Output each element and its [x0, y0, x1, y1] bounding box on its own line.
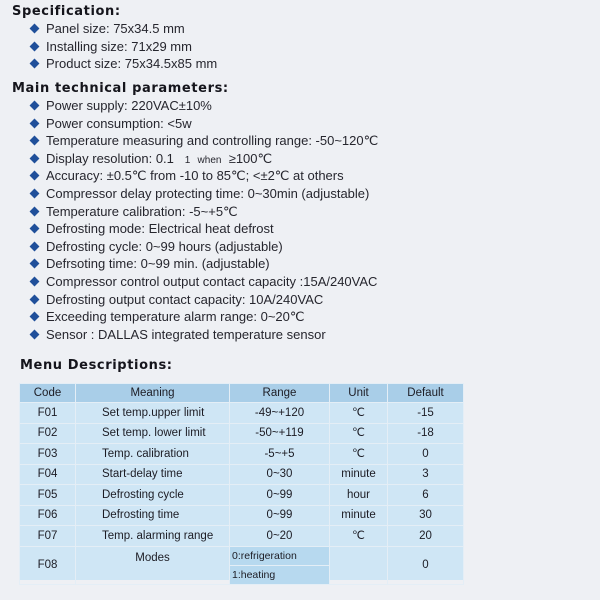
diamond-bullet-icon — [30, 259, 40, 269]
cell-code: F07 — [20, 526, 76, 547]
column-header-meaning: Meaning — [76, 384, 230, 403]
diamond-bullet-icon — [30, 59, 40, 69]
menu-table — [19, 383, 464, 585]
diamond-bullet-icon — [30, 101, 40, 111]
cell-code: F01 — [20, 403, 76, 424]
list-item: Compressor control output contact capacity :15A/240VAC — [30, 273, 378, 291]
list-item: Temperature measuring and controlling range: -50~120℃ — [30, 132, 378, 150]
menu-heading: Menu Descriptions: — [20, 358, 173, 373]
cell-meaning: Set temp. lower limit — [76, 423, 230, 444]
diamond-bullet-icon — [30, 136, 40, 146]
diamond-bullet-icon — [30, 312, 40, 322]
table-row-modes — [20, 546, 464, 565]
cell-code: F03 — [20, 444, 76, 465]
column-header-code: Code — [20, 384, 76, 403]
cell-default: -15 — [388, 403, 464, 424]
table-row — [20, 505, 464, 526]
column-header-range: Range — [230, 384, 330, 403]
cell-default: 0 — [388, 546, 464, 584]
cell-code: F06 — [20, 505, 76, 526]
parameters-list — [30, 97, 378, 343]
table-row — [20, 403, 464, 424]
diamond-bullet-icon — [30, 24, 40, 34]
list-item: Product size: 75x34.5x85 mm — [30, 55, 217, 73]
cell-default: 3 — [388, 464, 464, 485]
list-item: Installing size: 71x29 mm — [30, 38, 217, 56]
diamond-bullet-icon — [30, 276, 40, 286]
diamond-bullet-icon — [30, 206, 40, 216]
cell-default: 6 — [388, 485, 464, 506]
list-item: Defrosting cycle: 0~99 hours (adjustable) — [30, 238, 378, 256]
list-item: Compressor delay protecting time: 0~30min (adjustable) — [30, 185, 378, 203]
cell-unit: ℃ — [330, 403, 388, 424]
diamond-bullet-icon — [30, 118, 40, 128]
list-item: Temperature calibration: -5~+5℃ — [30, 203, 378, 221]
cell-unit — [330, 546, 388, 584]
cell-unit: minute — [330, 464, 388, 485]
diamond-bullet-icon — [30, 41, 40, 51]
diamond-bullet-icon — [30, 189, 40, 199]
cell-meaning: Temp. alarming range — [76, 526, 230, 547]
table-row — [20, 464, 464, 485]
diamond-bullet-icon — [30, 224, 40, 234]
list-item: Defrosting mode: Electrical heat defrost — [30, 220, 378, 238]
diamond-bullet-icon — [30, 294, 40, 304]
cell-code: F05 — [20, 485, 76, 506]
cell-unit: minute — [330, 505, 388, 526]
cell-range: -49~+120 — [230, 403, 330, 424]
list-item: Sensor : DALLAS integrated temperature sensor — [30, 326, 378, 344]
cell-code: F02 — [20, 423, 76, 444]
cell-unit: ℃ — [330, 526, 388, 547]
list-item: Power supply: 220VAC±10% — [30, 97, 378, 115]
list-item: Display resolution: 0.1 1 when ≥100℃ — [30, 150, 378, 168]
list-item: Exceeding temperature alarm range: 0~20℃ — [30, 308, 378, 326]
cell-meaning: Modes — [76, 546, 230, 584]
diamond-bullet-icon — [30, 329, 40, 339]
table-row — [20, 423, 464, 444]
cell-mode-option: 0:refrigeration — [230, 546, 330, 565]
cell-range: -50~+119 — [230, 423, 330, 444]
cell-code: F04 — [20, 464, 76, 485]
cell-range: -5~+5 — [230, 444, 330, 465]
table-header-row — [20, 384, 464, 403]
cell-code: F08 — [20, 546, 76, 584]
specification-list — [30, 20, 217, 73]
list-item: Defrsoting time: 0~99 min. (adjustable) — [30, 255, 378, 273]
diamond-bullet-icon — [30, 153, 40, 163]
list-item: Accuracy: ±0.5℃ from -10 to 85℃; <±2℃ at others — [30, 167, 378, 185]
cell-meaning: Set temp.upper limit — [76, 403, 230, 424]
table-row — [20, 444, 464, 465]
diamond-bullet-icon — [30, 241, 40, 251]
menu-table-container — [19, 383, 463, 580]
cell-unit: ℃ — [330, 423, 388, 444]
cell-range: 0~20 — [230, 526, 330, 547]
list-item: Defrosting output contact capacity: 10A/240VAC — [30, 291, 378, 309]
cell-meaning: Defrosting time — [76, 505, 230, 526]
table-row — [20, 526, 464, 547]
cell-mode-option: 1:heating — [230, 565, 330, 584]
cell-unit: ℃ — [330, 444, 388, 465]
column-header-default: Default — [388, 384, 464, 403]
table-row — [20, 485, 464, 506]
specification-heading: Specification: — [12, 4, 121, 19]
cell-default: 0 — [388, 444, 464, 465]
cell-default: 30 — [388, 505, 464, 526]
list-item: Power consumption: <5w — [30, 115, 378, 133]
diamond-bullet-icon — [30, 171, 40, 181]
cell-range: 0~99 — [230, 505, 330, 526]
cell-default: -18 — [388, 423, 464, 444]
cell-meaning: Start-delay time — [76, 464, 230, 485]
cell-unit: hour — [330, 485, 388, 506]
cell-default: 20 — [388, 526, 464, 547]
column-header-unit: Unit — [330, 384, 388, 403]
list-item: Panel size: 75x34.5 mm — [30, 20, 217, 38]
cell-meaning: Temp. calibration — [76, 444, 230, 465]
cell-meaning: Defrosting cycle — [76, 485, 230, 506]
parameters-heading: Main technical parameters: — [12, 81, 229, 96]
cell-range: 0~99 — [230, 485, 330, 506]
cell-range: 0~30 — [230, 464, 330, 485]
